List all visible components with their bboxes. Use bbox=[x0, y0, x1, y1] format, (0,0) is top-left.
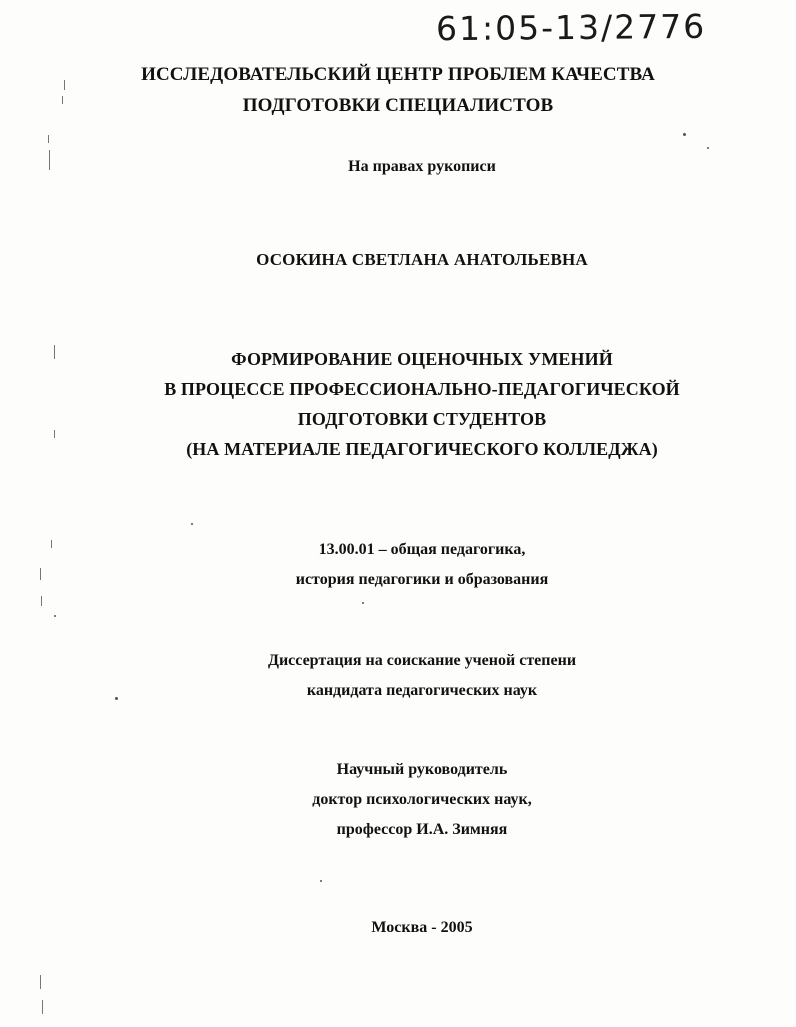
title-line-3: ПОДГОТОВКИ СТУДЕНТОВ bbox=[297, 409, 547, 429]
author-name: ОСОКИНА СВЕТЛАНА АНАТОЛЬЕВНА bbox=[256, 250, 588, 269]
scan-mark bbox=[41, 596, 42, 606]
scan-speck bbox=[707, 147, 709, 149]
scan-speck bbox=[191, 523, 193, 525]
scan-mark bbox=[54, 430, 55, 438]
supervisor-line-2: доктор психологических наук, bbox=[312, 791, 532, 808]
supervisor-line-3: профессор И.А. Зимняя bbox=[336, 821, 508, 838]
scan-mark bbox=[51, 540, 52, 548]
title-line-2: В ПРОЦЕССЕ ПРОФЕССИОНАЛЬНО-ПЕДАГОГИЧЕСКОЙ bbox=[164, 379, 680, 399]
title-line-1: ФОРМИРОВАНИЕ ОЦЕНОЧНЫХ УМЕНИЙ bbox=[231, 349, 613, 369]
scan-mark bbox=[42, 1000, 43, 1014]
institution-line-2: ПОДГОТОВКИ СПЕЦИАЛИСТОВ bbox=[242, 95, 554, 116]
scan-speck bbox=[683, 133, 686, 136]
scan-mark bbox=[49, 150, 50, 170]
scan-mark bbox=[40, 975, 41, 989]
scan-mark bbox=[54, 345, 55, 359]
scan-mark bbox=[48, 135, 49, 143]
scan-mark bbox=[62, 96, 63, 104]
place-year: Москва - 2005 bbox=[371, 919, 473, 936]
supervisor-line-1: Научный руководитель bbox=[336, 761, 508, 778]
institution-line-1: ИССЛЕДОВАТЕЛЬСКИЙ ЦЕНТР ПРОБЛЕМ КАЧЕСТВА bbox=[141, 64, 655, 85]
scan-speck bbox=[362, 602, 364, 604]
dissertation-line-1: Диссертация на соискание ученой степени bbox=[267, 652, 577, 669]
scan-mark bbox=[40, 568, 41, 580]
scan-mark bbox=[64, 80, 65, 90]
dissertation-line-2: кандидата педагогических наук bbox=[306, 682, 538, 699]
specialty-line-1: 13.00.01 – общая педагогика, bbox=[318, 541, 526, 558]
scan-speck bbox=[115, 697, 118, 700]
manuscript-note: На правах рукописи bbox=[348, 158, 496, 175]
handwritten-catalog-number: 61:05-13/2776 bbox=[435, 6, 707, 49]
specialty-line-2: история педагогики и образования bbox=[295, 571, 549, 588]
scan-speck bbox=[320, 880, 322, 882]
title-line-4: (НА МАТЕРИАЛЕ ПЕДАГОГИЧЕСКОГО КОЛЛЕДЖА) bbox=[186, 439, 658, 459]
scan-speck bbox=[54, 615, 56, 617]
